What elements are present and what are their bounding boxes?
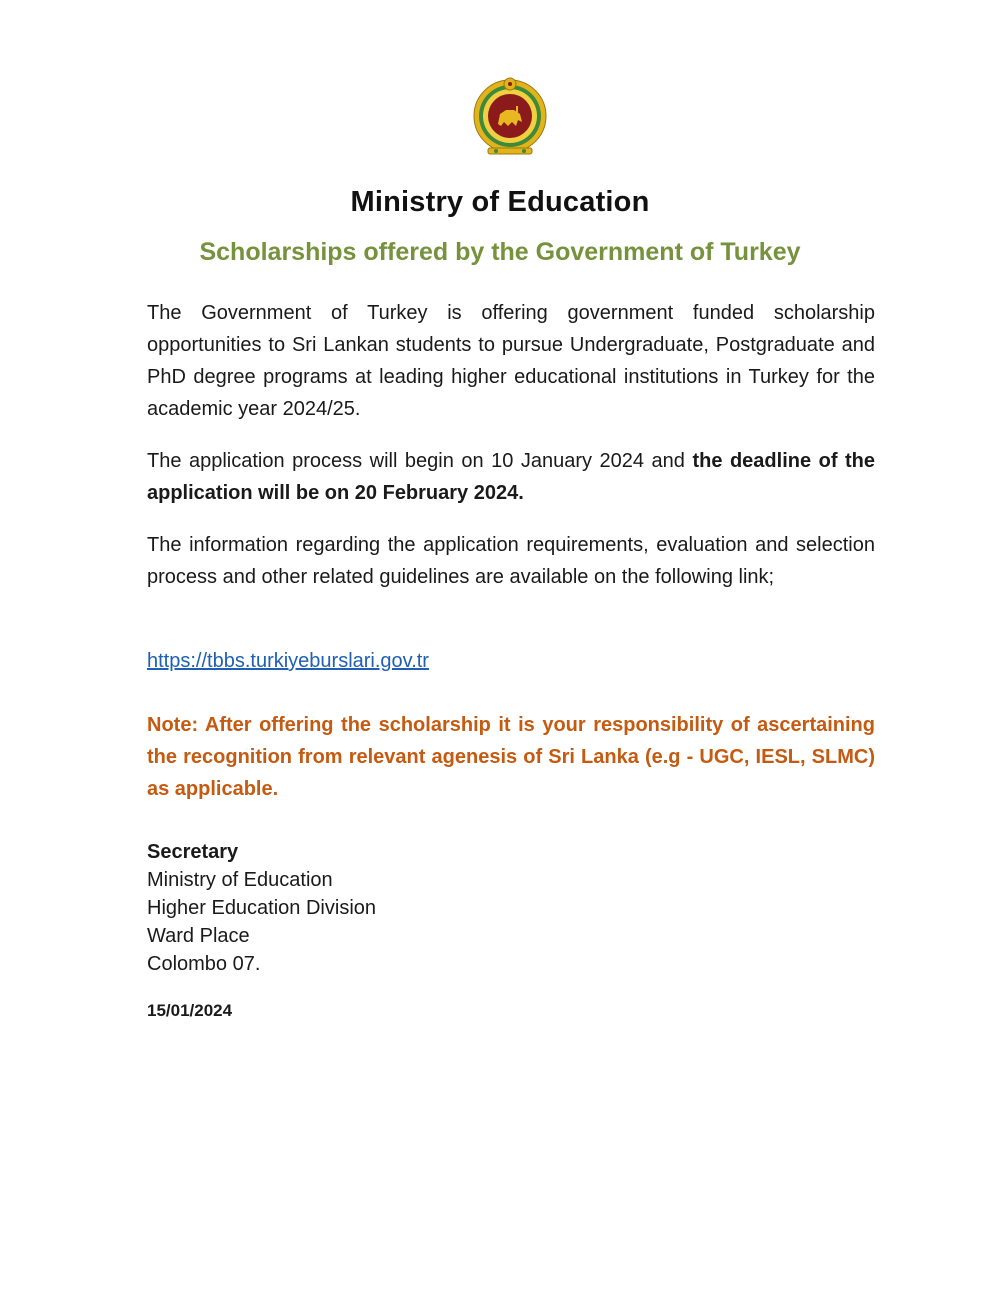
signature-line: Higher Education Division — [147, 897, 377, 919]
information-paragraph: The information regarding the application requirements, evaluation and selection process and other related guidelines are available on the following link; — [147, 534, 875, 588]
deadline-paragraph-text: The application process will begin on 10 January 2024 and — [147, 450, 693, 472]
signature-block — [147, 838, 376, 978]
intro-paragraph: The Government of Turkey is offering government funded scholarship opportunities to Sri Lankan students to pursue Undergraduate, Postgraduate and PhD degree programs at leading higher educational institutions in Turkey for the academic year 2024/25. — [147, 302, 875, 420]
issue-date: 15/01/2024 — [147, 1001, 233, 1020]
document-subtitle: Scholarships offered by the Government of Turkey — [199, 238, 801, 266]
signatory-title: Secretary — [147, 841, 239, 863]
signature-line: Colombo 07. — [147, 953, 261, 975]
signature-line: Ward Place — [147, 925, 250, 947]
scholarship-link[interactable]: https://tbbs.turkiyeburslari.gov.tr — [147, 650, 429, 672]
deadline-paragraph — [147, 445, 875, 509]
organization-title: Ministry of Education — [350, 186, 650, 218]
recognition-note: Note: After offering the scholarship it is your responsibility of ascertaining the recognition from relevant agenesis of Sri Lanka (e.g - UGC, IESL, SLMC) as applicable. — [147, 714, 875, 800]
signature-line: Ministry of Education — [147, 869, 333, 891]
sri-lanka-emblem-icon — [470, 76, 550, 158]
deadline-emphasis: the deadline of the application will be on 20 February 2024. — [147, 450, 875, 504]
